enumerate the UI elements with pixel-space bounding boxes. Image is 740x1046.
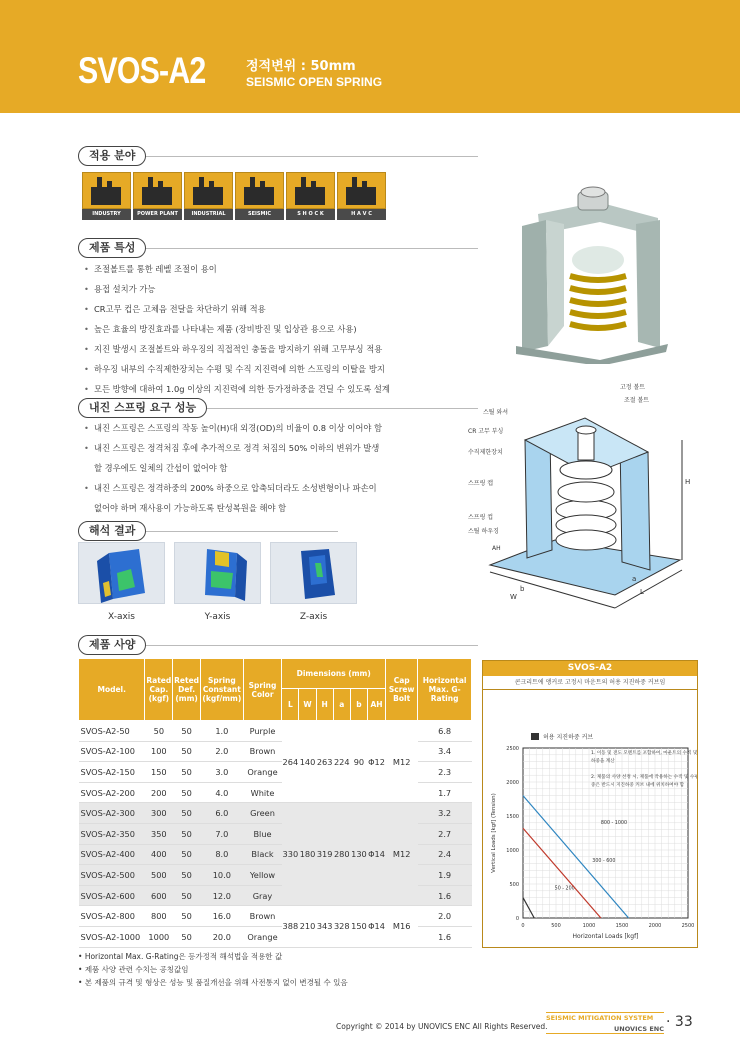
table-cell: SVOS-A2-350: [79, 823, 145, 844]
table-cell-hg: 2.0: [418, 906, 472, 927]
analysis-image-y: [174, 542, 261, 604]
table-cell: 150: [145, 762, 173, 783]
table-cell: 500: [145, 865, 173, 886]
analysis-results: [78, 542, 368, 627]
table-cell: 8.0: [200, 844, 243, 865]
page-title: SVOS-A2: [78, 50, 206, 91]
y-tick-label: 2500: [506, 746, 519, 752]
table-cell: SVOS-A2-800: [79, 906, 145, 927]
copyright: Copyright © 2014 by UNOVICS ENC All Rights Reserved.: [336, 1022, 548, 1031]
table-cell-dim: 210: [299, 906, 316, 947]
legend-title: 허용 지진하중 커브: [543, 734, 594, 741]
label-b: b: [520, 585, 525, 593]
table-cell: 2.0: [200, 741, 243, 762]
building-icon: [235, 172, 284, 209]
shock-icon: [286, 172, 335, 209]
table-cell: 10.0: [200, 865, 243, 886]
th-dim-w: W: [299, 689, 316, 721]
table-cell: Green: [243, 803, 282, 824]
series-label-2: 800 - 1000: [600, 821, 628, 827]
th-dims: Dimensions (mm): [282, 659, 386, 689]
table-cell: Orange: [243, 762, 282, 783]
table-cell: 800: [145, 906, 173, 927]
spring-requirements-list: [84, 418, 382, 518]
x-tick-label: 2000: [648, 923, 662, 929]
table-cell: Purple: [243, 721, 282, 742]
chart-subtitle: 콘크리트에 앵커로 고정시 마운트의 허용 지진하중 커브임: [483, 676, 697, 690]
table-cell: 1000: [145, 926, 173, 947]
table-cell-dim: 264: [282, 721, 299, 803]
table-cell: SVOS-A2-200: [79, 782, 145, 803]
footer-brand: [546, 1012, 664, 1034]
table-cell-dim: 90: [350, 721, 367, 803]
list-item: • CR고무 컵은 고체음 전달을 차단하기 위해 적용: [84, 299, 390, 319]
table-cell: Blue: [243, 823, 282, 844]
table-cell: SVOS-A2-100: [79, 741, 145, 762]
table-cell-dim: 343: [316, 906, 333, 947]
th-bolt: Cap Screw Bolt: [386, 659, 418, 721]
table-cell: 1.0: [200, 721, 243, 742]
legend-icon: [531, 733, 539, 740]
list-item: • 하우징 내부의 수직제한장치는 수평 및 수직 지진력에 의한 스프링의 이탈을 방지: [84, 359, 390, 379]
table-row: [79, 803, 472, 824]
th-dim-a: a: [333, 689, 350, 721]
label-h: H: [685, 478, 691, 486]
label-limiter: 수직제한장치: [468, 449, 503, 456]
th-def: Reted Def. (mm): [173, 659, 201, 721]
table-cell-dim: 224: [333, 721, 350, 803]
application-icon-label: INDUSTRY: [82, 209, 131, 220]
table-cell: 3.0: [200, 762, 243, 783]
plot-area: [523, 748, 688, 918]
x-tick-label: 2500: [681, 923, 695, 929]
legend-note-line: 하중을 계산: [591, 759, 615, 764]
table-cell: 50: [173, 782, 201, 803]
list-item: • 내진 스프링은 정격처짐 후에 추가적으로 정격 처짐의 50% 이하의 변위가 발생: [84, 438, 382, 458]
label-l: L: [640, 588, 644, 596]
note-1: • Horizontal Max. G-Rating은 등가정적 해석법을 적용한 값: [78, 952, 283, 961]
power-plant-icon: [133, 172, 182, 209]
table-cell: 600: [145, 885, 173, 906]
table-cell-dim: 388: [282, 906, 299, 947]
table-cell: 4.0: [200, 782, 243, 803]
table-cell: White: [243, 782, 282, 803]
table-cell: 50: [173, 762, 201, 783]
table-cell: 50: [173, 885, 201, 906]
th-dim-b: b: [350, 689, 367, 721]
application-icon-5: [337, 172, 386, 220]
series-label-1: 300 - 600: [592, 859, 616, 865]
series-label-0: 50 - 200: [554, 886, 575, 892]
application-icon-2: [184, 172, 233, 228]
list-item: 없어야 하며 재사용이 가능하도록 탄성복원을 해야 함: [94, 503, 287, 513]
analysis-image-x: [78, 542, 165, 604]
table-cell-dim: 130: [350, 803, 367, 906]
footer-system: SEISMIC MITIGATION SYSTEM: [546, 1014, 654, 1022]
table-cell-hg: 1.7: [418, 782, 472, 803]
table-cell-hg: 2.4: [418, 844, 472, 865]
table-cell: 50: [173, 823, 201, 844]
table-cell: SVOS-A2-1000: [79, 926, 145, 947]
table-cell-dim: Φ14: [368, 906, 386, 947]
list-item: • 지진 발생시 조절볼트와 하우징의 직접적인 충돌을 방지하기 위해 고무부싱 적용: [84, 339, 390, 359]
table-cell: SVOS-A2-600: [79, 885, 145, 906]
application-icon-1: [133, 172, 182, 220]
label-housing: 스틸 하우징: [468, 528, 499, 535]
spec-table: [78, 658, 472, 948]
table-cell: 20.0: [200, 926, 243, 947]
table-cell: 50: [173, 906, 201, 927]
y-tick-label: 1000: [506, 848, 519, 854]
table-cell: 50: [173, 865, 201, 886]
hvac-icon: [337, 172, 386, 209]
table-cell-bolt: M16: [386, 906, 418, 947]
label-fixed-bolt: 고정 볼트: [620, 384, 646, 391]
table-cell-bolt: M12: [386, 721, 418, 803]
legend-note-line: 중은 반드시 지진하중 커브 내에 위치하여야 함: [591, 783, 685, 788]
th-dim-l: L: [282, 689, 299, 721]
note-2: • 제품 사양 관련 수치는 공칭값임: [78, 965, 189, 974]
factory-icon: [82, 172, 131, 209]
table-cell-hg: 3.4: [418, 741, 472, 762]
footer-company: UNOVICS ENC: [613, 1025, 664, 1033]
analysis-label-y: Y-axis: [204, 612, 231, 622]
table-cell-dim: Φ12: [368, 721, 386, 803]
table-cell-dim: 180: [299, 803, 316, 906]
table-cell-dim: 319: [316, 803, 333, 906]
table-row: [79, 721, 472, 742]
table-cell: SVOS-A2-400: [79, 844, 145, 865]
table-cell: 12.0: [200, 885, 243, 906]
list-item: • 내진 스프링은 스프링의 작동 높이(H)대 외경(OD)의 비율이 0.8 이상 이어야 함: [84, 418, 382, 438]
application-icon-label: INDUSTRIAL MACHINE: [184, 209, 233, 220]
label-adjust-bolt: 조절 볼트: [624, 397, 650, 404]
table-cell: 200: [145, 782, 173, 803]
application-icon-label: H A V C: [337, 209, 386, 220]
table-cell: SVOS-A2-300: [79, 803, 145, 824]
list-item: 할 경우에도 일체의 간섭이 없어야 함: [94, 463, 228, 473]
chart-plot: [483, 690, 697, 946]
analysis-image-z: [270, 542, 357, 604]
product-photo: [508, 176, 676, 364]
application-icon-3: [235, 172, 284, 220]
y-tick-label: 2000: [506, 780, 519, 786]
table-cell: 7.0: [200, 823, 243, 844]
label-w: W: [510, 593, 517, 601]
list-item: • 모든 방향에 대하여 1.0g 이상의 지진력에 의한 등가정하중을 견딜 수 있도록 설계: [84, 379, 390, 399]
analysis-label-z: Z-axis: [299, 612, 328, 622]
note-3: • 본 제품의 규격 및 형상은 성능 및 품질개선을 위해 사전통지 없이 변경될 수 있음: [78, 978, 348, 987]
table-cell: 300: [145, 803, 173, 824]
th-dim-h: H: [316, 689, 333, 721]
page-subtitle: 정적변위 : 50mm: [246, 59, 356, 74]
table-cell-dim: Φ14: [368, 803, 386, 906]
table-cell-dim: 263: [316, 721, 333, 803]
analysis-label-x: X-axis: [108, 612, 135, 622]
gears-icon: [184, 172, 233, 209]
table-cell: 16.0: [200, 906, 243, 927]
y-tick-label: 0: [515, 916, 519, 922]
table-cell: 50: [173, 721, 201, 742]
table-cell-dim: 330: [282, 803, 299, 906]
table-cell: 50: [173, 926, 201, 947]
table-cell: 100: [145, 741, 173, 762]
section-spring-requirements: 내진 스프링 요구 성능: [78, 398, 207, 418]
table-cell: SVOS-A2-150: [79, 762, 145, 783]
table-cell-dim: 140: [299, 721, 316, 803]
load-curve-chart: [482, 660, 698, 948]
page-subtitle-en: SEISMIC OPEN SPRING: [246, 75, 383, 89]
table-cell-hg: 2.3: [418, 762, 472, 783]
features-list: [84, 259, 390, 399]
table-cell: SVOS-A2-50: [79, 721, 145, 742]
table-cell: 50: [173, 741, 201, 762]
page-number: · 33: [666, 1014, 693, 1030]
label-washer: 스틸 와셔: [483, 409, 509, 416]
section-features: 제품 특성: [78, 238, 146, 258]
x-axis-label: Horizontal Loads [kgf]: [572, 933, 639, 940]
x-tick-label: 1000: [582, 923, 596, 929]
notes: [78, 950, 348, 989]
application-icon-label: S H O C K: [286, 209, 335, 220]
list-item: • 용접 설치가 가능: [84, 279, 390, 299]
th-color: Spring Color: [243, 659, 282, 721]
label-a: a: [632, 575, 637, 583]
application-icon-0: [82, 172, 131, 220]
legend-note-line: 1. 이동 및 전도 모멘트를 포함하여, 마운트의 수직 및 수평: [591, 751, 697, 756]
application-icon-4: [286, 172, 335, 220]
th-model: Model.: [79, 659, 145, 721]
y-tick-label: 1500: [506, 814, 519, 820]
application-icons: [82, 172, 392, 228]
th-constant: Spring Constant (kgf/mm): [200, 659, 243, 721]
label-bushing: CR 고무 부싱: [468, 428, 504, 435]
x-tick-label: 1500: [615, 923, 629, 929]
table-cell-hg: 1.6: [418, 885, 472, 906]
section-application: 적용 분야: [78, 146, 146, 166]
table-cell: 400: [145, 844, 173, 865]
table-cell-hg: 1.9: [418, 865, 472, 886]
label-spring-cap: 스프링 캡: [468, 480, 494, 487]
table-cell: 50: [145, 721, 173, 742]
table-cell-dim: 150: [350, 906, 367, 947]
y-tick-label: 500: [509, 882, 519, 888]
th-hg: Horizontal Max. G-Rating: [418, 659, 472, 721]
section-analysis: 해석 결과: [78, 521, 146, 541]
label-spring-cup: 스프링 컵: [468, 514, 494, 521]
table-cell-hg: 3.2: [418, 803, 472, 824]
table-cell: Brown: [243, 741, 282, 762]
table-cell-bolt: M12: [386, 803, 418, 906]
table-cell-dim: 328: [333, 906, 350, 947]
table-cell: Orange: [243, 926, 282, 947]
table-cell: Brown: [243, 906, 282, 927]
section-spec: 제품 사양: [78, 635, 146, 655]
legend-note-line: 2. 제품의 사양 선정 시, 제품에 작용하는 수직 및 수평 하: [591, 775, 697, 780]
list-item: • 높은 효율의 방진효과를 나타내는 제품 (장비방진 및 입상관 용으로 사용): [84, 319, 390, 339]
table-cell: SVOS-A2-500: [79, 865, 145, 886]
list-item: • 조절볼트를 통한 레벨 조절이 용이: [84, 259, 390, 279]
table-row: [79, 906, 472, 927]
table-cell: Yellow: [243, 865, 282, 886]
x-tick-label: 500: [551, 923, 561, 929]
chart-title: SVOS-A2: [483, 661, 697, 676]
table-cell: Black: [243, 844, 282, 865]
table-cell: 350: [145, 823, 173, 844]
y-axis-label: Vertical Loads [kgf] (Tension): [491, 793, 497, 873]
table-cell-hg: 1.6: [418, 926, 472, 947]
th-cap: Rated Cap. (kgf): [145, 659, 173, 721]
table-cell-dim: 280: [333, 803, 350, 906]
application-icon-label: SEISMIC: [235, 209, 284, 220]
table-cell-hg: 2.7: [418, 823, 472, 844]
label-ah: AH: [492, 545, 501, 552]
table-cell: 50: [173, 803, 201, 824]
th-dim-ah: AH: [368, 689, 386, 721]
list-item: • 내진 스프링은 정격하중의 200% 하중으로 압축되더라도 소성변형이나 파손이: [84, 478, 382, 498]
table-cell-hg: 6.8: [418, 721, 472, 742]
table-cell: 6.0: [200, 803, 243, 824]
x-tick-label: 0: [521, 923, 525, 929]
table-cell: 50: [173, 844, 201, 865]
table-cell: Gray: [243, 885, 282, 906]
application-icon-label: POWER PLANT: [133, 209, 182, 220]
